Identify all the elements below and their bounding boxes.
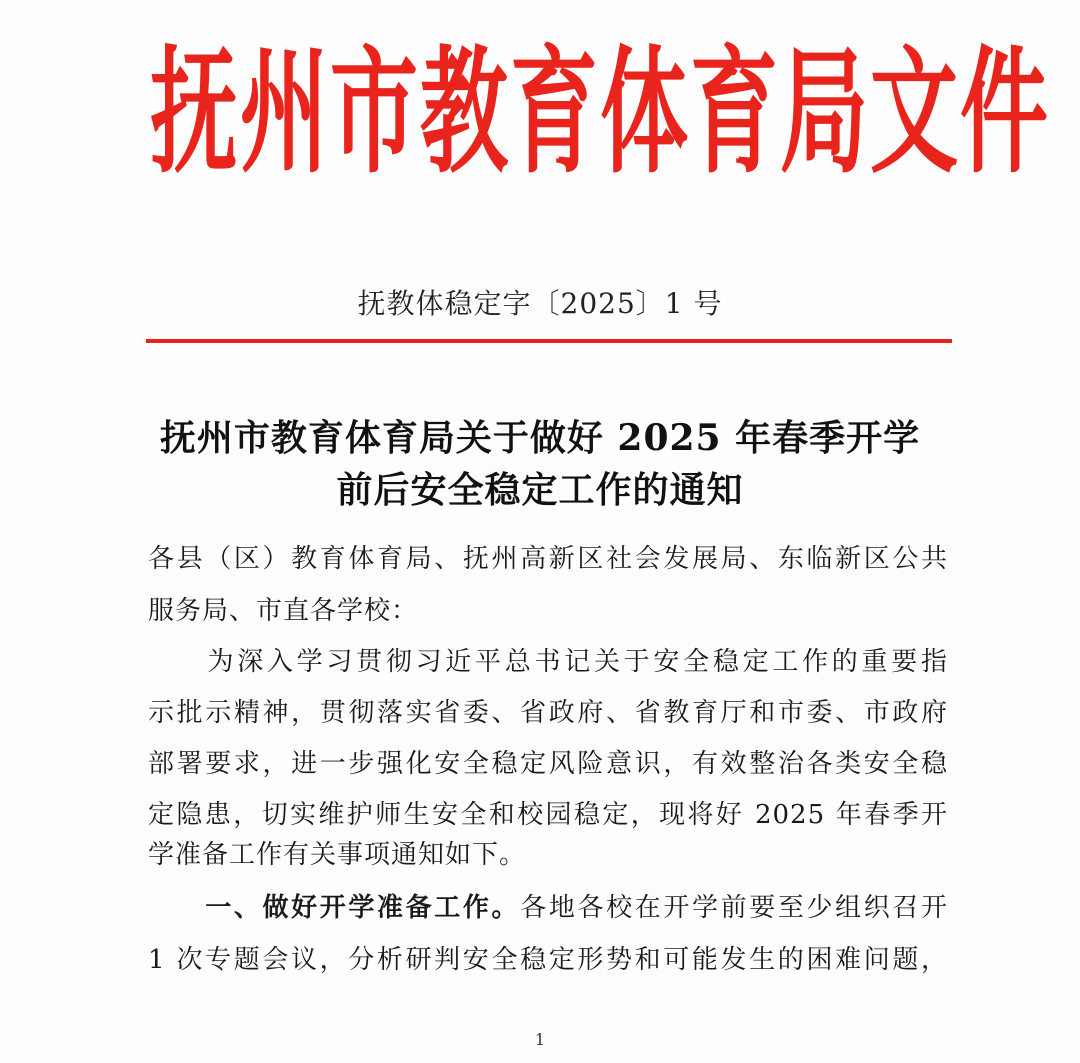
section-1-text: 各地各校在开学前要至少组织召开	[520, 893, 948, 923]
document-title-line-2: 前后安全稳定工作的通知	[336, 469, 744, 511]
page-number: 1	[534, 1030, 546, 1049]
document-masthead: 抚州市教育体育局文件	[150, 32, 1051, 193]
body-line-paragraph-5: 学准备工作有关事项通知如下。	[148, 840, 527, 870]
body-line-paragraph-4: 定隐患，切实维护师生安全和校园稳定，现将好 2025 年春季开	[148, 800, 948, 830]
section-1-first-line	[148, 887, 948, 924]
body-line-paragraph-2: 示批示精神，贯彻落实省委、省政府、省教育厅和市委、市政府	[148, 698, 948, 728]
body-line-recipients-2: 服务局、市直各学校：	[148, 596, 419, 626]
document-title-line-1: 抚州市教育体育局关于做好 2025 年春季开学	[159, 417, 921, 459]
document-number: 抚教体稳定字〔2025〕1 号	[357, 287, 723, 320]
body-line-recipients-1: 各县（区）教育体育局、抚州高新区社会发展局、东临新区公共	[148, 544, 948, 574]
body-line-paragraph-3: 部署要求，进一步强化安全稳定风险意识，有效整治各类安全稳	[148, 749, 948, 779]
body-line-paragraph-1: 为深入学习贯彻习近平总书记关于安全稳定工作的重要指	[148, 647, 948, 677]
section-1-second-line: 1 次专题会议，分析研判安全稳定形势和可能发生的困难问题，	[148, 945, 948, 975]
red-separator-line	[146, 339, 952, 343]
section-1-heading: 一、做好开学准备工作。	[205, 893, 521, 923]
